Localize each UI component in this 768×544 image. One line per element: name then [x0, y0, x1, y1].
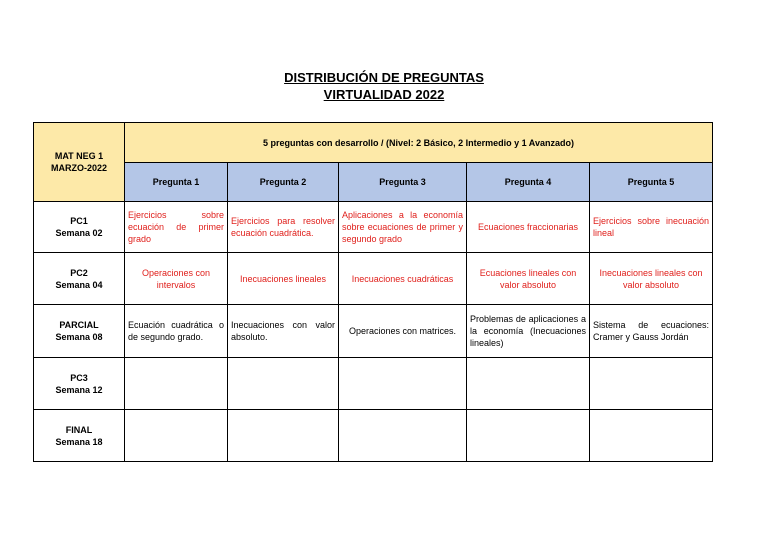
row-label-exam: PARCIAL [59, 320, 99, 330]
table-cell [339, 410, 467, 462]
table-row [34, 358, 713, 410]
table-cell: Sistema de ecuaciones: Cramer y Gauss Jordán [590, 305, 713, 358]
question-header-5: Pregunta 5 [590, 163, 713, 202]
question-header-1: Pregunta 1 [125, 163, 228, 202]
table-cell [339, 358, 467, 410]
row-label-week: Semana 04 [55, 279, 103, 290]
table-cell: Operaciones con intervalos [125, 253, 228, 305]
table-cell [228, 410, 339, 462]
question-header-4: Pregunta 4 [467, 163, 590, 202]
table-cell: Inecuaciones cuadráticas [339, 253, 467, 305]
question-header-3: Pregunta 3 [339, 163, 467, 202]
course-period: MARZO-2022 [50, 163, 107, 173]
row-label [34, 253, 125, 305]
row-label [34, 358, 125, 410]
title-line-1: DISTRIBUCIÓN DE PREGUNTAS [284, 70, 484, 85]
table-row [34, 253, 713, 305]
questions-description: 5 preguntas con desarrollo / (Nivel: 2 Básico, 2 Intermedio y 1 Avanzado) [125, 123, 713, 163]
row-label-week: Semana 12 [55, 384, 103, 395]
question-header-2: Pregunta 2 [228, 163, 339, 202]
row-label [34, 305, 125, 358]
row-label-exam: PC2 [70, 267, 88, 278]
question-headers-row [34, 163, 713, 202]
row-label-exam: FINAL [65, 424, 93, 435]
row-label [34, 202, 125, 253]
table-cell [228, 358, 339, 410]
row-label-exam: PC3 [70, 372, 88, 383]
table-cell: Operaciones con matrices. [339, 305, 467, 358]
row-label-week: Semana 18 [55, 436, 103, 447]
table-cell: Ejercicios sobre inecuación lineal [590, 202, 713, 253]
table-cell: Inecuaciones lineales [228, 253, 339, 305]
table-cell: Problemas de aplicaciones a la economía (Inecuaciones lineales) [467, 305, 590, 358]
table-cell [467, 358, 590, 410]
table-cell: Ejercicios para resolver ecuación cuadrática. [228, 202, 339, 253]
table-row [34, 202, 713, 253]
document-title [0, 69, 768, 103]
table-cell [590, 358, 713, 410]
table-row [34, 305, 713, 358]
table-cell: Ecuaciones fraccionarias [467, 202, 590, 253]
table-row [34, 410, 713, 462]
row-label-week: Semana 02 [55, 228, 103, 238]
table-cell: Aplicaciones a la economía sobre ecuaciones de primer y segundo grado [339, 202, 467, 253]
row-label-week: Semana 08 [55, 332, 103, 342]
table-cell [467, 410, 590, 462]
table-cell [125, 358, 228, 410]
table-cell: Ejercicios sobre ecuación de primer grado [125, 202, 228, 253]
table-cell: Ecuaciones lineales con valor absoluto [467, 253, 590, 305]
table-cell [125, 410, 228, 462]
table-cell [590, 410, 713, 462]
distribution-table [33, 122, 713, 462]
table-cell: Ecuación cuadrática o de segundo grado. [125, 305, 228, 358]
course-cell [34, 123, 125, 202]
table-header-row [34, 123, 713, 163]
title-line-2: VIRTUALIDAD 2022 [323, 87, 445, 102]
course-name: MAT NEG 1 [54, 151, 104, 161]
row-label [34, 410, 125, 462]
table-cell: Inecuaciones lineales con valor absoluto [590, 253, 713, 305]
row-label-exam: PC1 [70, 216, 88, 226]
table-cell: Inecuaciones con valor absoluto. [228, 305, 339, 358]
